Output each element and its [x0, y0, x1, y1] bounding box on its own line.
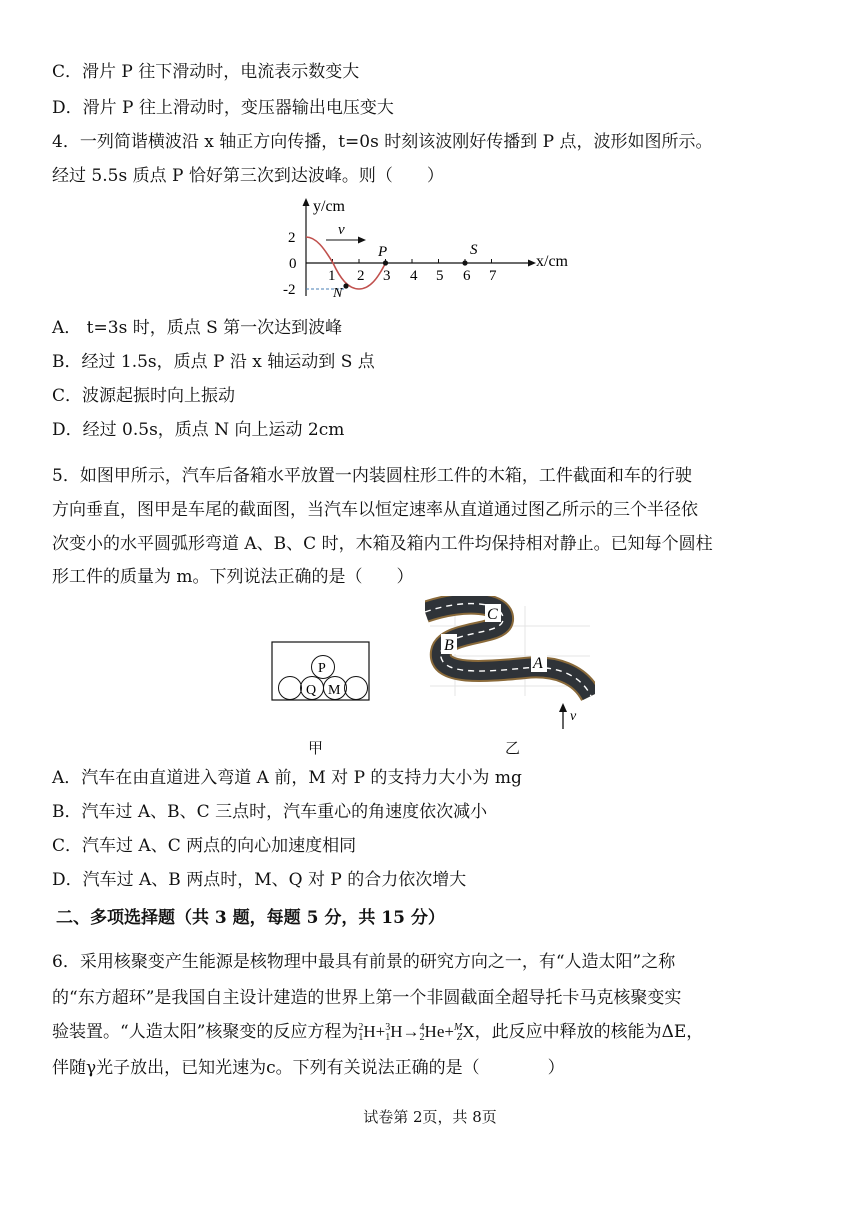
label-p: P: [318, 661, 326, 676]
x-tick-2: 2: [357, 268, 365, 284]
q6-stem-line1: 6．采用核聚变产生能源是核物理中最具有前景的研究方向之一，有“人造太阳”之称: [52, 952, 676, 972]
label-a: A: [533, 655, 543, 672]
x-tick-3: 3: [383, 268, 391, 284]
point-n: [343, 283, 348, 288]
point-n-label: N: [333, 286, 343, 301]
x-tick-1: 1: [328, 268, 336, 284]
fig-jia-crate: [270, 640, 372, 704]
cylinder-right: [345, 677, 368, 700]
x-axis-label: x/cm: [536, 253, 568, 270]
q3-option-c: C．滑片 P 往下滑动时，电流表示数变大: [52, 62, 360, 82]
y-tick-2: 2: [288, 230, 296, 246]
x-tick-5: 5: [436, 268, 444, 284]
q5-option-c: C．汽车过 A、C 两点的向心加速度相同: [52, 836, 357, 856]
q5-option-b: B．汽车过 A、B、C 三点时，汽车重心的角速度依次减小: [52, 802, 488, 822]
nuclear-equation: 2 1H+3 1H→4 2He+M ZX: [358, 1022, 475, 1044]
velocity-label: v: [570, 709, 577, 724]
label-m: M: [328, 683, 341, 698]
fig-yi-road: [425, 596, 595, 736]
q3-option-d: D．滑片 P 往上滑动时，变压器输出电压变大: [52, 98, 394, 118]
point-p: [383, 260, 388, 265]
q5-stem-line4: 形工件的质量为 m。下列说法正确的是（ ）: [52, 567, 414, 587]
q4-option-d: D．经过 0.5s，质点 N 向上运动 2cm: [52, 420, 345, 440]
x-tick-7: 7: [489, 268, 497, 284]
q5-option-a: A．汽车在由直道进入弯道 A 前，M 对 P 的支持力大小为 mg: [52, 768, 522, 788]
fig-jia-caption: 甲: [308, 739, 324, 757]
cylinder-left: [279, 677, 302, 700]
y-axis-label: y/cm: [313, 198, 345, 215]
x-tick-6: 6: [463, 268, 471, 284]
x-axis-arrow: [528, 260, 536, 267]
point-s: [462, 260, 467, 265]
q6-stem-line3: [52, 1020, 703, 1044]
q6-stem-line2: 的“东方超环”是我国自主设计建造的世界上第一个非圆截面全超导托卡马克核聚变实: [52, 988, 682, 1008]
x-tick-4: 4: [410, 268, 418, 284]
label-c: C: [487, 606, 498, 623]
q4-option-c: C．波源起振时向上振动: [52, 386, 236, 406]
label-q: Q: [306, 683, 317, 698]
section-heading: 二、多项选择题（共 3 题，每题 5 分，共 15 分）: [56, 908, 445, 928]
q5-stem-line3: 次变小的水平圆弧形弯道 A、B、C 时，木箱及箱内工件均保持相对静止。已知每个圆柱: [52, 534, 713, 554]
q6-stem-line4: 伴随γ光子放出，已知光速为c。下列有关说法正确的是（ ）: [52, 1058, 565, 1078]
q5-stem-line1: 5．如图甲所示，汽车后备箱水平放置一内装圆柱形工件的木箱，工件截面和车的行驶: [52, 466, 692, 486]
q5-stem-line2: 方向垂直，图甲是车尾的截面图，当汽车以恒定速率从直道通过图乙所示的三个半径依: [52, 500, 698, 520]
q4-option-b: B．经过 1.5s，质点 P 沿 x 轴运动到 S 点: [52, 352, 375, 372]
q5-option-d: D．汽车过 A、B 两点时，M、Q 对 P 的合力依次增大: [52, 870, 467, 890]
y-axis-arrow: [303, 198, 310, 206]
y-tick-neg2: -2: [283, 282, 296, 298]
q4-stem-line2: 经过 5.5s 质点 P 恰好第三次到达波峰。则（ ）: [52, 166, 444, 186]
page-footer: 试卷第 2页，共 8页: [363, 1108, 497, 1126]
q6-stem-line3-post: ，此反应中释放的核能为ΔE，: [474, 1022, 704, 1042]
q4-wave-figure: [280, 196, 580, 301]
velocity-arrowhead: [559, 703, 567, 712]
point-p-label: P: [378, 244, 388, 260]
q6-stem-line3-pre: 验装置。“人造太阳”核聚变的反应方程为: [52, 1022, 359, 1042]
point-s-label: S: [470, 242, 478, 258]
q4-stem-line1: 4．一列简谐横波沿 x 轴正方向传播，t=0s 时刻该波刚好传播到 P 点，波形如图所示。: [52, 132, 713, 152]
y-tick-0: 0: [289, 256, 297, 272]
fig-yi-caption: 乙: [505, 739, 521, 757]
velocity-label: v: [338, 222, 345, 238]
velocity-arrowhead: [358, 237, 366, 244]
q4-option-a: A． t=3s 时，质点 S 第一次达到波峰: [52, 318, 343, 338]
label-b: B: [444, 637, 454, 654]
